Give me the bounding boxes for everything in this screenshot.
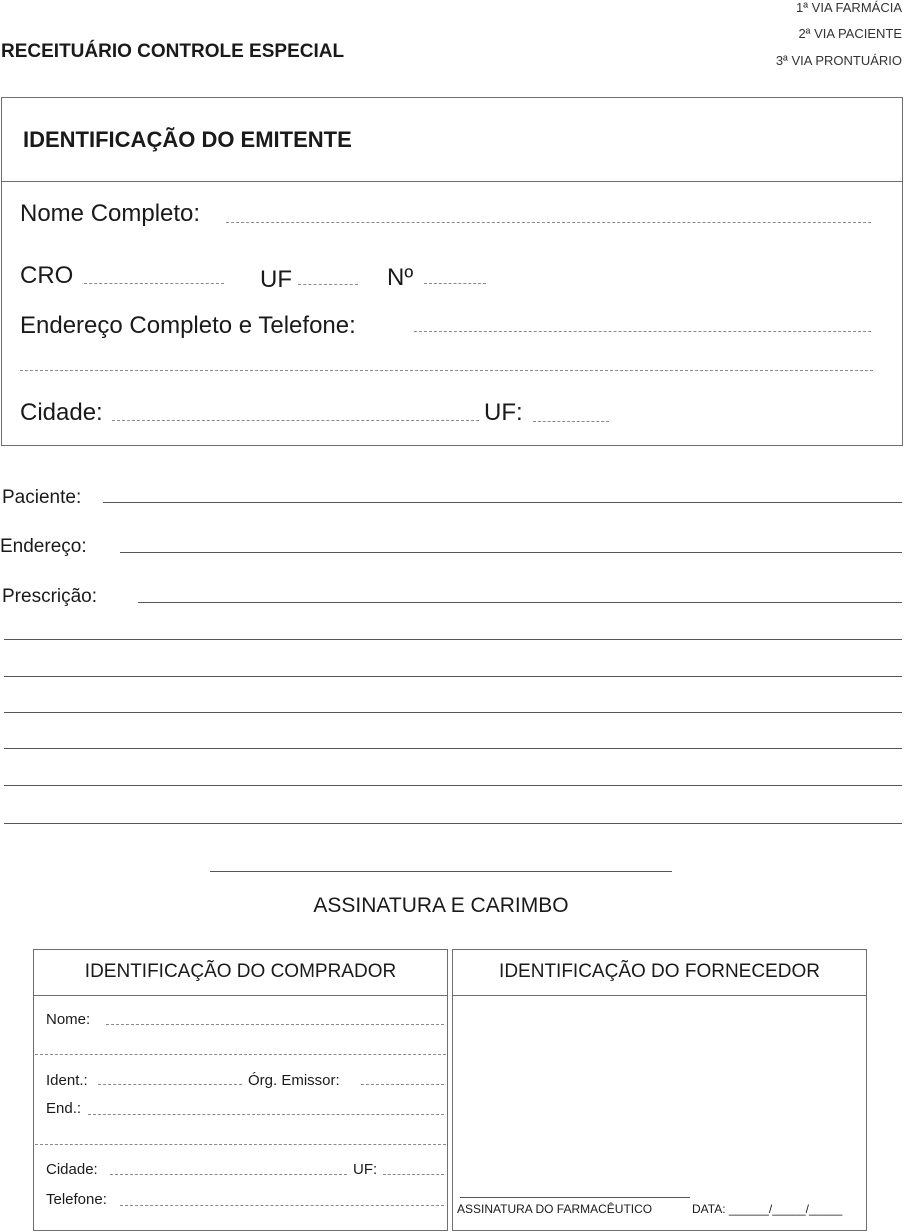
emitente-header-divider <box>1 181 903 182</box>
emitente-section-title: IDENTIFICAÇÃO DO EMITENTE <box>23 127 352 152</box>
comprador-header-divider <box>33 995 448 996</box>
prescricao-line[interactable] <box>4 712 902 713</box>
farmaceutico-signature-label: ASSINATURA DO FARMACÊUTICO <box>457 1202 653 1216</box>
paciente-label: Paciente: <box>2 487 82 508</box>
endereco-field[interactable] <box>120 552 902 553</box>
endereco-completo-field[interactable] <box>414 331 871 332</box>
assinatura-carimbo-label: ASSINATURA E CARIMBO <box>313 894 569 917</box>
comprador-telefone-field[interactable] <box>120 1205 444 1206</box>
fornecedor-box <box>452 949 867 1231</box>
copy-label-record: 3ª VIA PRONTUÁRIO <box>775 53 902 68</box>
comprador-uf-label: UF: <box>353 1161 378 1178</box>
prescricao-label: Prescrição: <box>2 586 98 607</box>
comprador-nome-label: Nome: <box>46 1011 91 1028</box>
comprador-ident-label: Ident.: <box>46 1072 88 1089</box>
uf2-field[interactable] <box>533 421 609 422</box>
endereco-completo-field-line2[interactable] <box>20 370 873 371</box>
copy-label-pharmacy: 1ª VIA FARMÁCIA <box>796 0 902 15</box>
prescricao-line[interactable] <box>4 639 902 640</box>
cro-field[interactable] <box>84 283 224 284</box>
cidade-label: Cidade: <box>20 399 103 426</box>
comprador-end-field-line2[interactable] <box>35 1144 446 1145</box>
farmaceutico-signature-line[interactable] <box>460 1197 690 1198</box>
copy-label-patient: 2ª VIA PACIENTE <box>798 26 902 41</box>
uf-label: UF <box>260 266 292 293</box>
prescricao-line[interactable] <box>4 785 902 786</box>
data-field[interactable]: DATA: ______/_____/_____ <box>692 1202 843 1216</box>
comprador-cidade-field[interactable] <box>110 1174 347 1175</box>
comprador-orgao-field[interactable] <box>361 1084 444 1085</box>
numero-label: Nº <box>387 264 414 291</box>
comprador-ident-field[interactable] <box>98 1084 242 1085</box>
prescricao-line[interactable] <box>4 676 902 677</box>
uf-field[interactable] <box>298 284 358 285</box>
comprador-end-label: End.: <box>46 1100 82 1117</box>
comprador-end-field[interactable] <box>88 1114 444 1115</box>
comprador-box <box>33 949 448 1231</box>
endereco-label: Endereço: <box>0 536 87 557</box>
uf2-label: UF: <box>484 399 523 426</box>
signature-line[interactable] <box>210 871 672 872</box>
comprador-cidade-label: Cidade: <box>46 1161 98 1178</box>
prescricao-line[interactable] <box>4 823 902 824</box>
numero-field[interactable] <box>424 283 486 284</box>
comprador-section-title: IDENTIFICAÇÃO DO COMPRADOR <box>84 961 397 982</box>
comprador-telefone-label: Telefone: <box>46 1191 107 1208</box>
form-title: RECEITUÁRIO CONTROLE ESPECIAL <box>1 41 345 62</box>
prescricao-field[interactable] <box>138 602 902 603</box>
fornecedor-header-divider <box>452 995 867 996</box>
prescricao-line[interactable] <box>4 748 902 749</box>
nome-completo-label: Nome Completo: <box>20 200 201 227</box>
endereco-completo-label: Endereço Completo e Telefone: <box>20 312 356 339</box>
fornecedor-section-title: IDENTIFICAÇÃO DO FORNECEDOR <box>499 961 820 982</box>
comprador-nome-field-line2[interactable] <box>35 1054 446 1055</box>
cro-label: CRO <box>20 262 74 289</box>
comprador-uf-field[interactable] <box>383 1174 444 1175</box>
comprador-nome-field[interactable] <box>106 1024 444 1025</box>
cidade-field[interactable] <box>112 420 479 421</box>
paciente-field[interactable] <box>103 502 902 503</box>
nome-completo-field[interactable] <box>226 222 871 223</box>
comprador-orgao-label: Órg. Emissor: <box>248 1072 340 1089</box>
